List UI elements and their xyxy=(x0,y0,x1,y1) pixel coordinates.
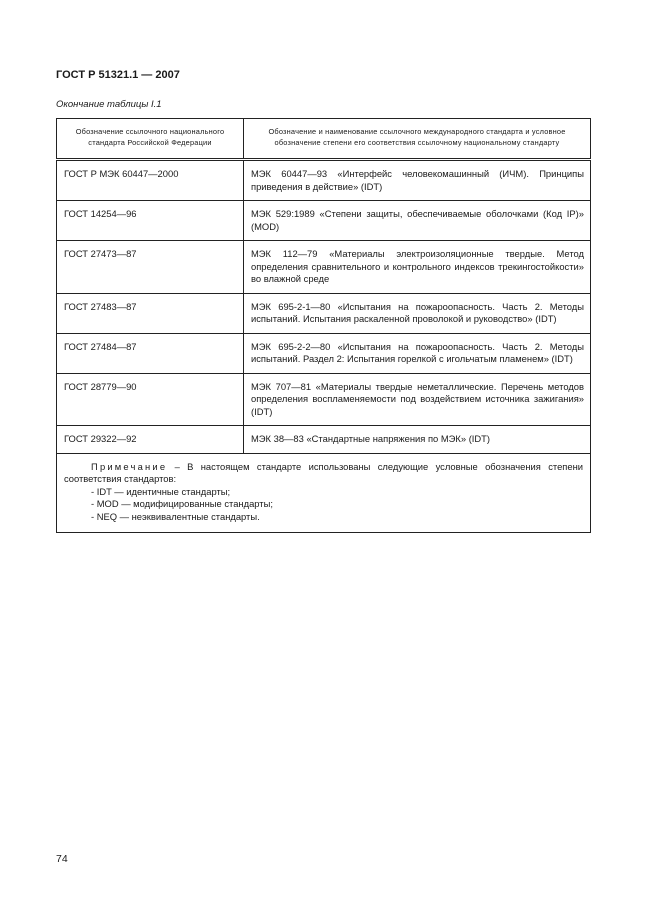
note-list-item: - IDT — идентичные стандарты; xyxy=(91,485,231,497)
table-caption: Окончание таблицы I.1 xyxy=(56,99,162,110)
note-text: – В настоящем стандарте использованы следующие условные обозначения степени соответствия стандартов: xyxy=(64,460,583,484)
table-note xyxy=(57,453,591,533)
international-standard-cell: МЭК 60447—93 «Интерфейс человекомашинный (ИЧМ). Принципы приведения в действие» (IDT) xyxy=(244,160,591,201)
national-standard-column-header: Обозначение ссылочного национального стандарта Российской Федерации xyxy=(57,119,244,160)
note-label: Примечание xyxy=(91,460,168,472)
national-standard-cell: ГОСТ 29322—92 xyxy=(57,426,244,454)
table-row xyxy=(57,333,591,373)
international-standard-cell: МЭК 707—81 «Материалы твердые неметаллические. Перечень методов определения воспламеняемости под воздействием источника зажигания» (IDT) xyxy=(244,373,591,426)
national-standard-cell: ГОСТ 27483—87 xyxy=(57,293,244,333)
page-number: 74 xyxy=(56,853,68,865)
international-standard-cell: МЭК 695-2-1—80 «Испытания на пожароопасность. Часть 2. Методы испытаний. Испытания раскаленной проволокой и руководство» (IDT) xyxy=(244,293,591,333)
national-standard-cell: ГОСТ Р МЭК 60447—2000 xyxy=(57,160,244,201)
national-standard-cell: ГОСТ 14254—96 xyxy=(57,201,244,241)
note-list-item: - MOD — модифицированные стандарты; xyxy=(91,498,273,509)
document-header-id: ГОСТ Р 51321.1 — 2007 xyxy=(56,69,180,81)
international-standard-cell: МЭК 695-2-2—80 «Испытания на пожароопасность. Часть 2. Методы испытаний. Раздел 2: Испытания горелкой с игольчатым пламенем» (IDT) xyxy=(244,333,591,373)
national-standard-cell: ГОСТ 27473—87 xyxy=(57,241,244,294)
table-row xyxy=(57,160,591,201)
note-list xyxy=(64,486,583,524)
international-standard-cell: МЭК 112—79 «Материалы электроизоляционные твердые. Метод определения сравнительного и контрольного индексов трекингостойкости» во влажной среде xyxy=(244,241,591,294)
table-header-row xyxy=(57,119,591,160)
international-standard-cell: МЭК 529:1989 «Степени защиты, обеспечиваемые оболочками (Код IP)» (MOD) xyxy=(244,201,591,241)
note-intro xyxy=(64,461,583,486)
national-standard-cell: ГОСТ 27484—87 xyxy=(57,333,244,373)
table-row xyxy=(57,293,591,333)
reference-standards-table xyxy=(56,118,591,533)
note-list-item: - NEQ — неэквивалентные стандарты. xyxy=(91,510,260,522)
international-standard-cell: МЭК 38—83 «Стандартные напряжения по МЭК» (IDT) xyxy=(244,426,591,454)
note-row xyxy=(57,453,591,533)
table-row xyxy=(57,201,591,241)
table-row xyxy=(57,241,591,294)
table-row xyxy=(57,373,591,426)
national-standard-cell: ГОСТ 28779—90 xyxy=(57,373,244,426)
table-row xyxy=(57,426,591,454)
international-standard-column-header: Обозначение и наименование ссылочного международного стандарта и условное обозначение степени его соответствия ссылочному национальному стандарту xyxy=(244,119,591,160)
